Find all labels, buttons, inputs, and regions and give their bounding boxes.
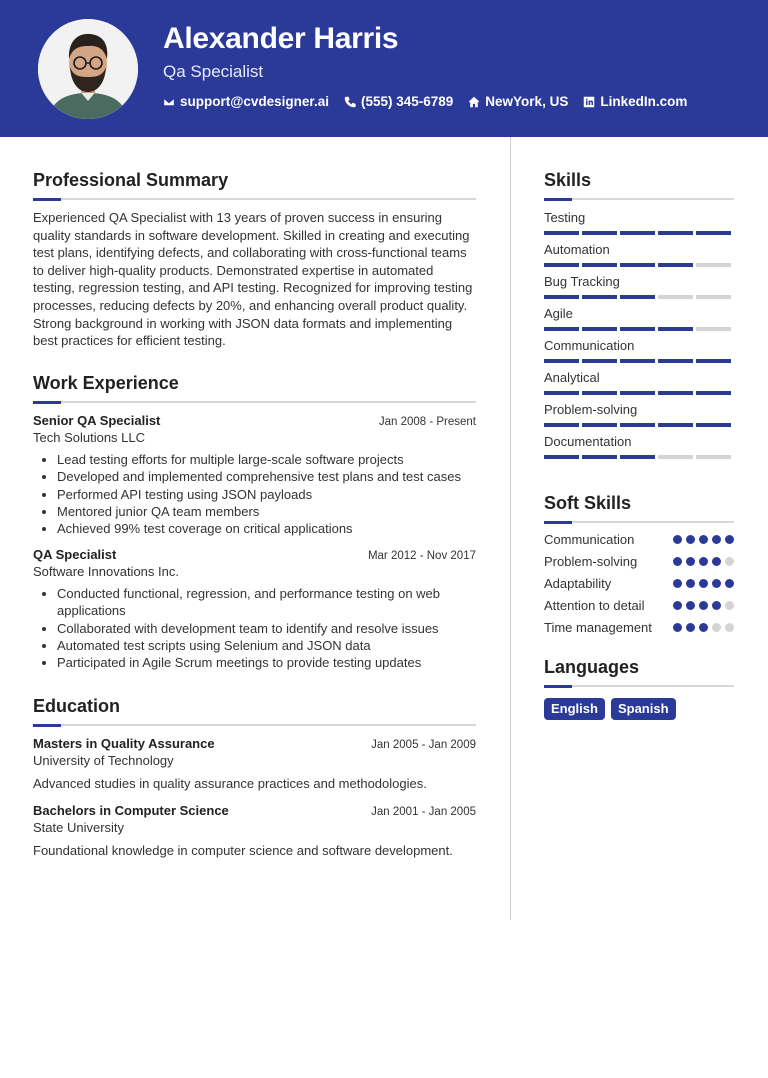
rating-dot [673, 557, 682, 566]
header-banner [0, 0, 768, 137]
contact-email[interactable] [163, 94, 329, 109]
rating-dot [699, 623, 708, 632]
skills-section [544, 170, 734, 465]
rating-dot [712, 601, 721, 610]
skill-level-segment [696, 423, 731, 427]
skill-name: Documentation [544, 434, 632, 449]
rating-dot [725, 579, 734, 588]
rating-dot [699, 601, 708, 610]
skill-level-bars [544, 455, 734, 459]
skill-level-segment [544, 295, 579, 299]
job-company: Tech Solutions LLC [33, 429, 146, 445]
section-rule [544, 198, 734, 200]
skill-name: Communication [544, 338, 635, 353]
skill-level-segment [696, 455, 731, 459]
skill-level-segment [696, 295, 731, 299]
skill-level-bars [544, 263, 734, 267]
education-school: State University [33, 819, 125, 835]
skill-level-segment [582, 231, 617, 235]
skill-level-bars [544, 231, 734, 235]
skill-level-segment [620, 455, 655, 459]
job-bullets [33, 585, 476, 672]
skill-level-segment [544, 231, 579, 235]
job-dates: Mar 2012 - Nov 2017 [367, 549, 476, 562]
languages-section [544, 657, 734, 720]
summary-text: Experienced QA Specialist with 13 years of proven success in ensuring quality standards in software development. Skilled in creating and executing test plans, identifying defects, and collaborating with cross-functional teams to deliver high-quality products. Demonstrated expertise in automated testing, regression testing, and API testing. Recognized for improving testing processes, reducing defects by 20%, and enhancing overall product quality. Strong background in working with JSON data formats and implementing best practices for efficient testing. [33, 210, 473, 349]
contact-location [468, 94, 568, 109]
rating-dot [712, 535, 721, 544]
rating-dot [686, 579, 695, 588]
job-role: Senior QA Specialist [33, 412, 161, 428]
experience-heading: Work Experience [33, 372, 179, 393]
skill-item [544, 241, 734, 273]
education-description: Advanced studies in quality assurance practices and methodologies. [33, 775, 427, 791]
skill-level-segment [696, 359, 731, 363]
skill-level-segment [582, 263, 617, 267]
rating-dot [725, 623, 734, 632]
skill-level-segment [544, 263, 579, 267]
skill-item [544, 369, 734, 401]
languages-heading: Languages [544, 657, 640, 677]
rating-dot [712, 557, 721, 566]
soft-skill-item [544, 553, 734, 571]
soft-skill-rating [673, 619, 734, 632]
rating-dot [699, 535, 708, 544]
skill-level-segment [658, 423, 693, 427]
soft-skill-item [544, 531, 734, 549]
skill-item [544, 433, 734, 465]
rating-dot [725, 535, 734, 544]
skill-level-segment [658, 455, 693, 459]
skill-level-segment [658, 327, 693, 331]
soft-skills-heading: Soft Skills [544, 493, 632, 513]
rating-dot [673, 601, 682, 610]
education-description: Foundational knowledge in computer science and software development. [33, 842, 453, 858]
job-entry [33, 547, 476, 672]
section-rule [33, 724, 476, 726]
skill-level-segment [620, 391, 655, 395]
section-rule [33, 401, 476, 403]
job-entry [33, 413, 476, 538]
skills-list [544, 209, 734, 465]
skill-level-segment [658, 295, 693, 299]
skill-level-segment [620, 231, 655, 235]
skill-level-segment [620, 423, 655, 427]
rating-dot [686, 623, 695, 632]
list-item: • Achieved 99% test coverage on critical applications [57, 520, 476, 537]
education-entry [33, 803, 476, 858]
skill-level-segment [544, 359, 579, 363]
skill-level-segment [696, 263, 731, 267]
soft-skills-section [544, 493, 734, 637]
list-item: • Conducted functional, regression, and performance testing on web applications [57, 585, 476, 620]
languages-list [544, 698, 734, 720]
rating-dot [712, 579, 721, 588]
rating-dot [699, 557, 708, 566]
rating-dot [673, 579, 682, 588]
soft-skill-rating [673, 553, 734, 566]
list-item: • Mentored junior QA team members [57, 503, 476, 520]
skill-level-segment [620, 359, 655, 363]
section-rule [33, 198, 476, 200]
rating-dot [725, 601, 734, 610]
rating-dot [673, 623, 682, 632]
skill-level-bars [544, 295, 734, 299]
skill-item [544, 305, 734, 337]
contact-linkedin-text: LinkedIn.com [600, 94, 688, 109]
experience-section [33, 373, 476, 672]
section-rule [544, 521, 734, 523]
skill-level-segment [582, 423, 617, 427]
rating-dot [686, 535, 695, 544]
skill-item [544, 209, 734, 241]
education-dates: Jan 2005 - Jan 2009 [371, 738, 476, 751]
skill-level-segment [544, 327, 579, 331]
candidate-name: Alexander Harris [163, 22, 399, 55]
skill-level-segment [696, 327, 731, 331]
section-rule [544, 685, 734, 687]
envelope-icon [163, 96, 175, 108]
list-item: • Automated test scripts using Selenium and JSON data [57, 637, 476, 654]
skill-level-segment [582, 327, 617, 331]
skill-level-segment [620, 327, 655, 331]
skill-item [544, 401, 734, 433]
skills-heading: Skills [544, 170, 592, 190]
soft-skill-name: Attention to detail [544, 598, 645, 613]
rating-dot [725, 557, 734, 566]
contact-linkedin[interactable] [583, 94, 687, 109]
skill-item [544, 337, 734, 369]
soft-skill-item [544, 619, 734, 637]
language-badge: Spanish [611, 698, 676, 720]
skill-level-segment [658, 359, 693, 363]
skill-level-segment [544, 391, 579, 395]
soft-skill-item [544, 597, 734, 615]
profile-photo [38, 19, 138, 119]
skill-name: Automation [544, 242, 610, 257]
skill-item [544, 273, 734, 305]
soft-skill-rating [673, 597, 734, 610]
education-degree: Masters in Quality Assurance [33, 735, 215, 751]
job-company: Software Innovations Inc. [33, 563, 179, 579]
contact-phone[interactable] [344, 94, 453, 109]
skill-name: Analytical [544, 370, 600, 385]
skill-level-segment [696, 231, 731, 235]
education-heading: Education [33, 695, 121, 716]
job-bullets [33, 451, 476, 538]
contact-location-text: NewYork, US [485, 94, 569, 109]
skill-level-segment [582, 359, 617, 363]
phone-icon [344, 96, 356, 108]
contact-list [163, 94, 687, 109]
skill-name: Agile [544, 306, 573, 321]
education-dates: Jan 2001 - Jan 2005 [371, 805, 476, 818]
skill-level-segment [582, 455, 617, 459]
soft-skill-name: Problem-solving [544, 554, 638, 569]
skill-name: Bug Tracking [544, 274, 620, 289]
skill-level-segment [696, 391, 731, 395]
list-item: • Participated in Agile Scrum meetings to provide testing updates [57, 654, 476, 671]
skill-level-bars [544, 391, 734, 395]
rating-dot [699, 579, 708, 588]
job-role: QA Specialist [33, 546, 117, 562]
linkedin-icon [583, 96, 595, 108]
education-degree: Bachelors in Computer Science [33, 802, 229, 818]
skill-level-segment [544, 423, 579, 427]
skill-name: Testing [544, 210, 586, 225]
skill-level-bars [544, 359, 734, 363]
education-school: University of Technology [33, 752, 174, 768]
rating-dot [712, 623, 721, 632]
list-item: • Collaborated with development team to identify and resolve issues [57, 620, 476, 637]
contact-phone-text: (555) 345-6789 [360, 94, 454, 109]
summary-heading: Professional Summary [33, 170, 229, 190]
sidebar-column [544, 170, 734, 720]
skill-level-segment [544, 455, 579, 459]
soft-skill-rating [673, 531, 734, 544]
list-item: • Lead testing efforts for multiple large-scale software projects [57, 451, 476, 468]
soft-skill-name: Adaptability [544, 576, 612, 591]
rating-dot [686, 557, 695, 566]
education-entry [33, 736, 476, 791]
job-dates: Jan 2008 - Present [378, 415, 476, 428]
summary-section [33, 170, 476, 350]
education-section [33, 696, 476, 858]
list-item: • Developed and implemented comprehensive test plans and test cases [57, 468, 476, 485]
candidate-title: Qa Specialist [163, 62, 264, 81]
skill-name: Problem-solving [544, 402, 638, 417]
skill-level-bars [544, 423, 734, 427]
skill-level-segment [582, 391, 617, 395]
soft-skill-rating [673, 575, 734, 588]
skill-level-segment [658, 263, 693, 267]
contact-email-text: support@cvdesigner.ai [180, 94, 329, 109]
skill-level-segment [620, 295, 655, 299]
skill-level-segment [582, 295, 617, 299]
skill-level-segment [620, 263, 655, 267]
skill-level-segment [658, 231, 693, 235]
soft-skills-list [544, 531, 734, 637]
list-item: • Performed API testing using JSON payloads [57, 486, 476, 503]
column-divider [510, 137, 511, 920]
language-badge: English [544, 698, 605, 720]
home-icon [468, 96, 480, 108]
soft-skill-item [544, 575, 734, 593]
rating-dot [673, 535, 682, 544]
main-column [33, 170, 476, 858]
skill-level-bars [544, 327, 734, 331]
rating-dot [686, 601, 695, 610]
soft-skill-name: Time management [544, 620, 652, 635]
soft-skill-name: Communication [544, 532, 635, 547]
skill-level-segment [658, 391, 693, 395]
